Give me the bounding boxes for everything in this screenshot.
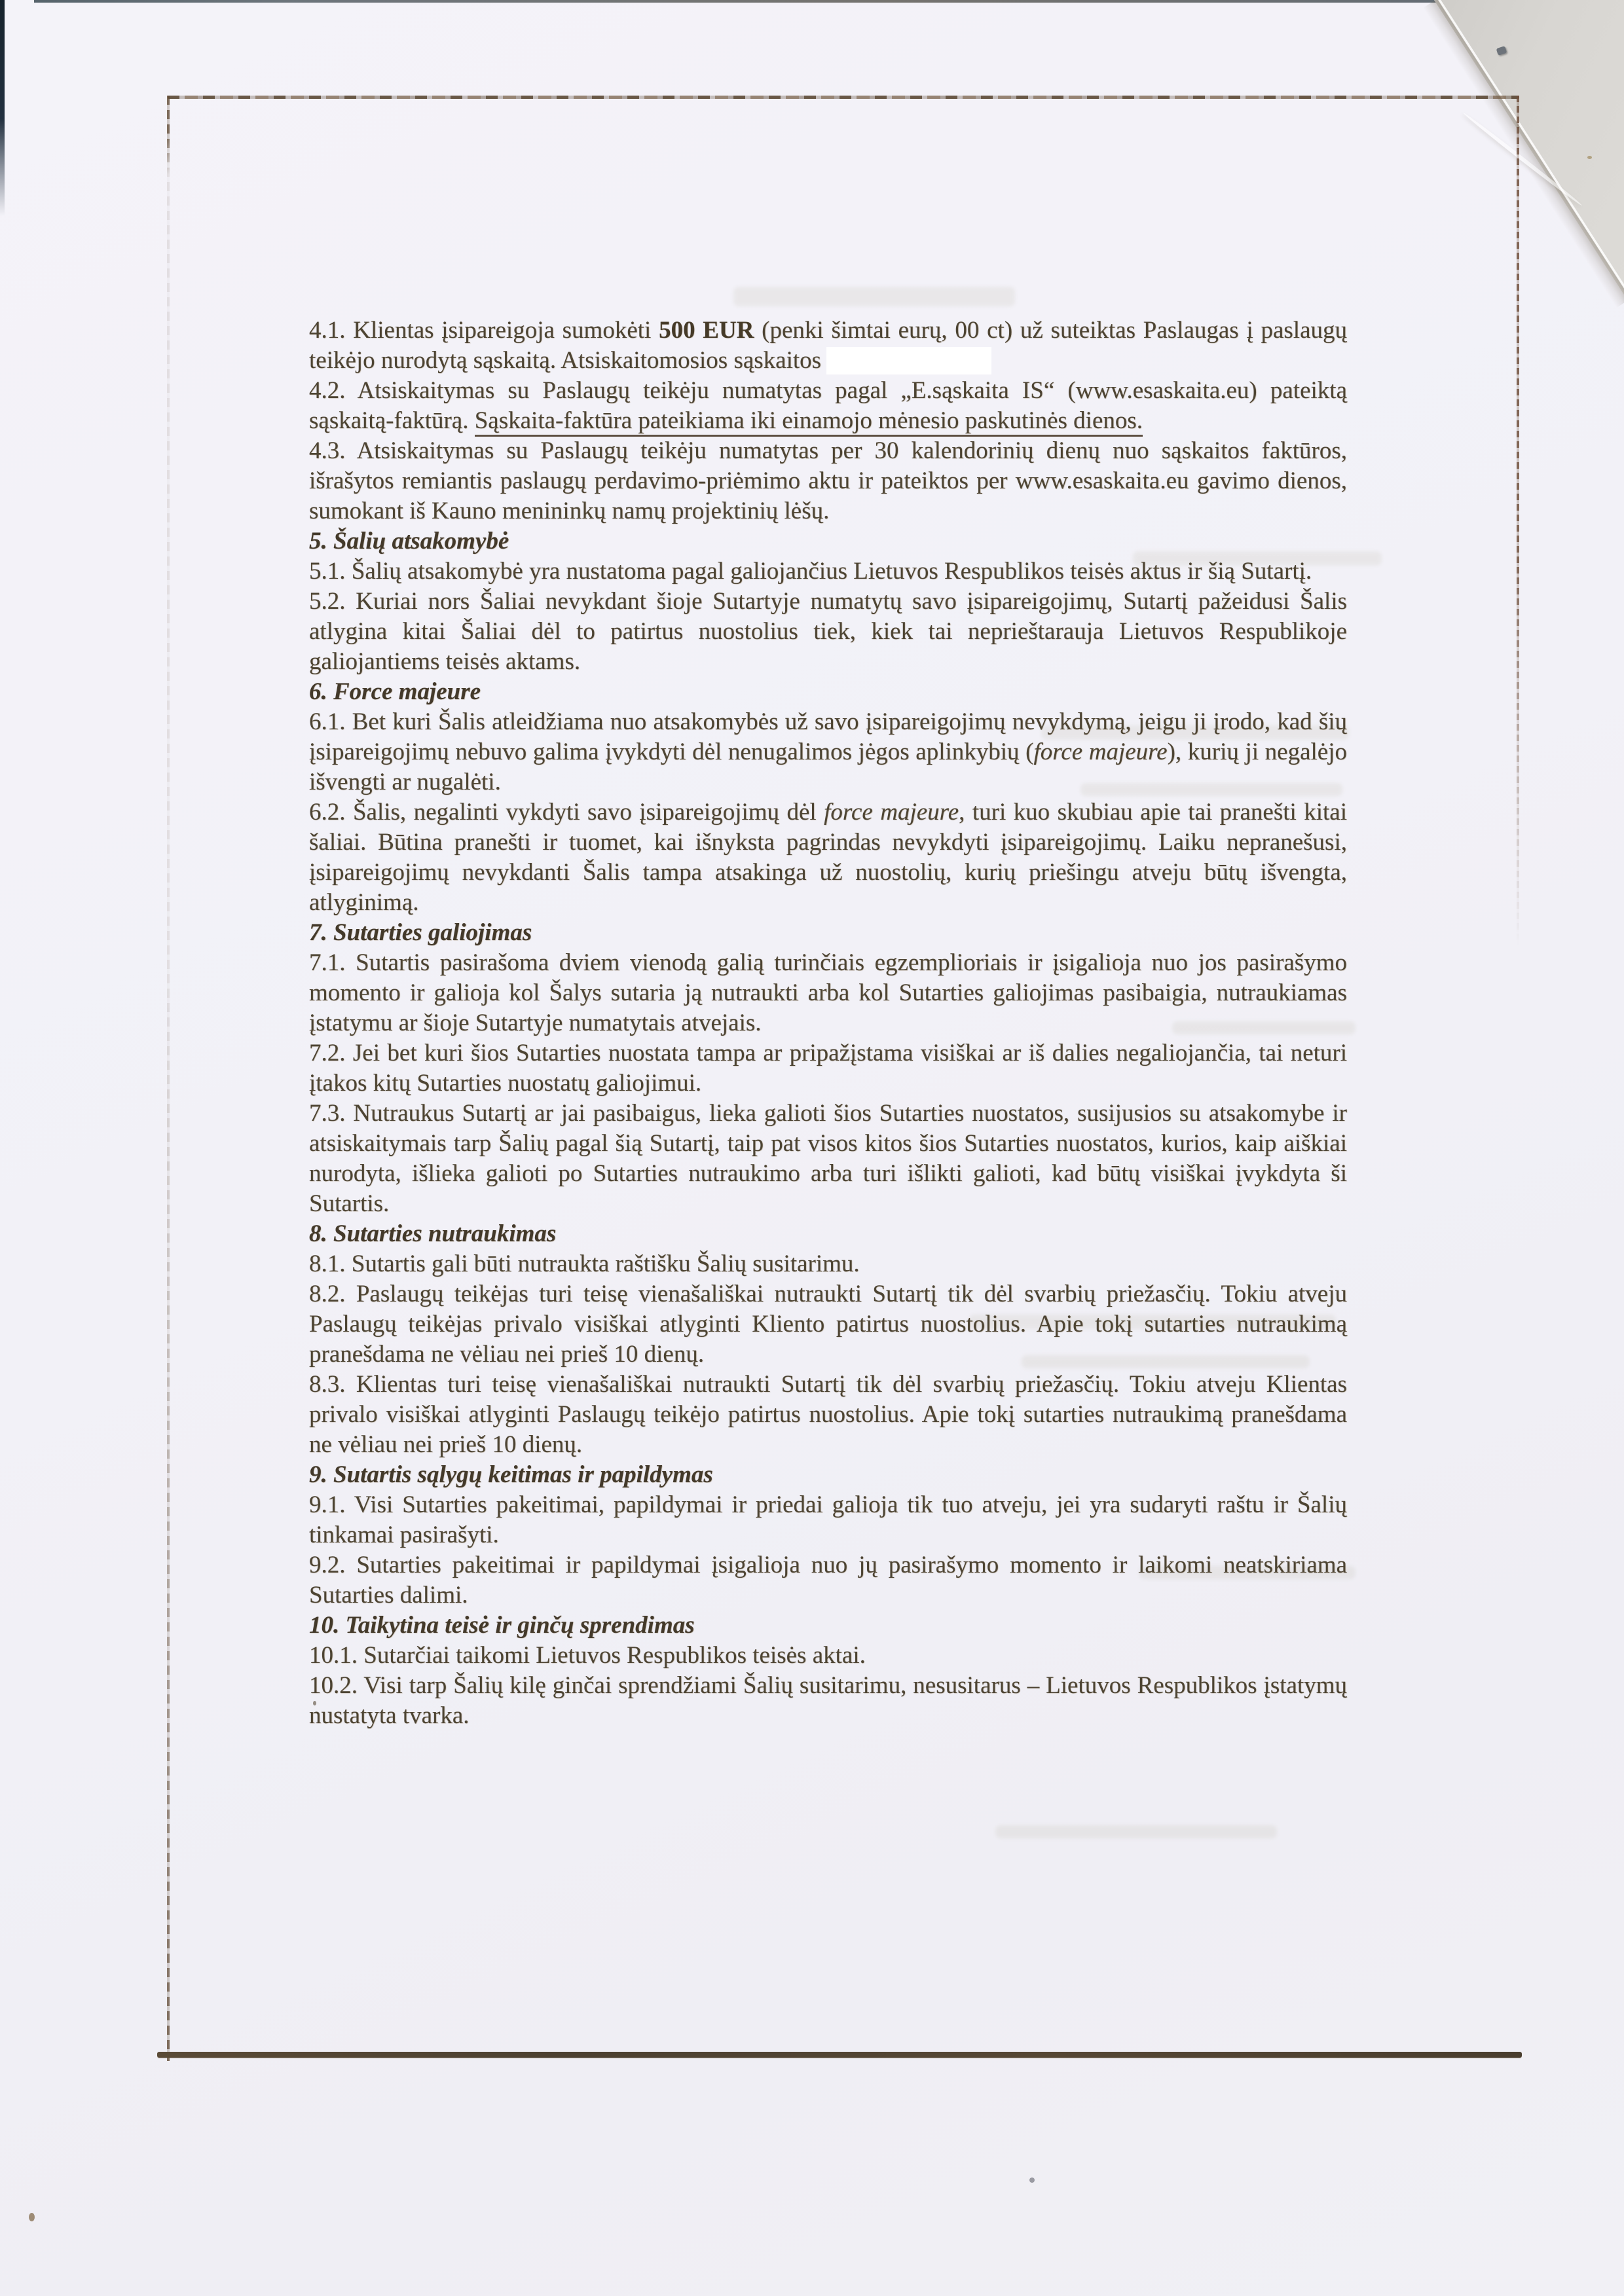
- dust-speck: [1587, 156, 1592, 159]
- clause-9-2: 9.2. Sutarties pakeitimai ir papildymai įsigalioja nuo jų pasirašymo momento ir laikomi neatskiriama Sutarties dalimi.: [309, 1552, 1347, 1609]
- clause-7-1: 7.1. Sutartis pasirašoma dviem vienodą galią turinčiais egzemplioriais ir įsigalioja nuo jos pasirašymo momento ir galioja kol Šalys sutaria ją nutraukti arba kol Sutarties galiojimas pasibaigia, nutraukiamas įstatymu ar šioje Sutartyje numatytais atvejais.: [309, 949, 1347, 1036]
- section-heading-8: 8. Sutarties nutraukimas: [309, 1220, 557, 1247]
- dust-speck: [1029, 2178, 1035, 2183]
- redacted-account-number: [826, 347, 991, 374]
- clause-7-2: 7.2. Jei bet kuri šios Sutarties nuostata tampa ar pripažįstama visiškai ar iš dalies negaliojančia, tai neturi įtakos kitų Sutarties nuostatų galiojimui.: [309, 1040, 1347, 1097]
- clause-4-1-text: 4.1. Klientas įsipareigoja sumokėti: [309, 317, 659, 344]
- bleedthrough-artifact: [995, 1825, 1277, 1838]
- contract-text-block: [309, 316, 1347, 1731]
- section-heading-6: 6. Force majeure: [309, 678, 481, 705]
- section-heading-10: 10. Taikytina teisė ir ginčų sprendimas: [309, 1612, 695, 1639]
- frame-line-left: [167, 96, 170, 2061]
- section-heading-5: 5. Šalių atsakomybė: [309, 528, 509, 555]
- clause-6-2: [309, 797, 1347, 918]
- clause-4-2: [309, 376, 1347, 436]
- clause-10-1: 10.1. Sutarčiai taikomi Lietuvos Respublikos teisės aktai.: [309, 1642, 866, 1669]
- frame-line-top: [168, 96, 1519, 99]
- clause-8-2: 8.2. Paslaugų teikėjas turi teisę vienašališkai nutraukti Sutartį tik dėl svarbių priežasčių. Tokiu atveju Paslaugų teikėjas privalo visiškai atlyginti Kliento patirtus nuostolius. Apie tokį sutarties nutraukimą pranešdama ne vėliau nei prieš 10 dienų.: [309, 1281, 1347, 1368]
- section-heading-9: 9. Sutartis sąlygų keitimas ir papildymas: [309, 1461, 713, 1488]
- clause-6-2-text-cont: , turi kuo skubiau apie tai pranešti kitai šaliai. Būtina pranešti ir tuomet, kai išnyksta pagrindas nevykdyti įsipareigojimų. Laiku nepranešusi, įsipareigojimų nevykdanti Šalis tampa atsakinga už nuostolių, kurių priešingu atveju būtų išvengta, atlyginimą.: [309, 799, 1348, 916]
- clause-6-2-italic-term: force majeure: [824, 799, 959, 826]
- clause-6-2-text: 6.2. Šalis, negalinti vykdyti savo įsipareigojimų dėl: [309, 799, 824, 826]
- dust-speck: [29, 2213, 35, 2221]
- clause-10-2: 10.2. Visi tarp Šalių kilę ginčai sprendžiami Šalių susitarimu, nesusitarus – Lietuvos Respublikos įstatymų nustatyta tvarka.: [309, 1672, 1347, 1729]
- clause-4-1: [309, 316, 1347, 376]
- clause-4-2-underlined-text: Sąskaita-faktūra pateikiama iki einamojo mėnesio paskutinės dienos.: [475, 407, 1143, 437]
- clause-8-1: 8.1. Sutartis gali būti nutraukta raštišku Šalių susitarimu.: [309, 1250, 860, 1277]
- clause-4-1-text-cont: (penki šimtai eurų, 00 ct) už suteiktas Paslaugas į paslaugų teikėjo nurodytą sąskaitą. Atsiskaitomosios sąskaitos: [309, 317, 1347, 374]
- bleedthrough-artifact: [733, 287, 1015, 306]
- clause-7-3: 7.3. Nutraukus Sutartį ar jai pasibaigus, lieka galioti šios Sutarties nuostatos, susijusios su atsakomybe ir atsiskaitymais tarp Šalių pagal šią Sutartį, taip pat visos kitos šios Sutarties nuostatos, kurios, kaip aiškiai nurodyta, išlieka galioti po Sutarties nutraukimo arba turi išlikti galioti, kad būtų visiškai įvykdyta ši Sutartis.: [309, 1100, 1347, 1217]
- contract-amount: 500 EUR: [659, 317, 754, 344]
- section-heading-7: 7. Sutarties galiojimas: [309, 919, 532, 946]
- scan-edge-artifact-left: [0, 0, 5, 216]
- clause-6-1-text: 6.1. Bet kuri Šalis atleidžiama nuo atsakomybės už savo įsipareigojimų nevykdymą, jeigu ji įrodo, kad šių įsipareigojimų nebuvo galima įvykdyti dėl nenugalimos jėgos aplinkybių (: [309, 708, 1347, 765]
- clause-6-1-text-cont: ), kurių ji negalėjo išvengti ar nugalėti.: [309, 738, 1347, 795]
- clause-9-1: 9.1. Visi Sutarties pakeitimai, papildymai ir priedai galioja tik tuo atveju, jei yra sudaryti raštu ir Šalių tinkamai pasirašyti.: [309, 1491, 1347, 1548]
- clause-4-3: 4.3. Atsiskaitymas su Paslaugų teikėju numatytas per 30 kalendorinių dienų nuo sąskaitos faktūros, išrašytos remiantis paslaugų perdavimo-priėmimo aktu ir pateiktos per www.esaskaita.eu gavimo dienos, sumokant iš Kauno menininkų namų projektinių lėšų.: [309, 437, 1347, 524]
- clause-4-2-text: 4.2. Atsiskaitymas su Paslaugų teikėju numatytas pagal „E.sąskaita IS“ (www.esaskaita.eu) pateiktą sąskaitą-faktūrą.: [309, 377, 1347, 434]
- scan-edge-artifact-top: [34, 0, 1465, 3]
- clause-8-3: 8.3. Klientas turi teisę vienašališkai nutraukti Sutartį tik dėl svarbių priežasčių. Tokiu atveju Klientas privalo visiškai atlyginti Paslaugų teikėjo patirtus nuostolius. Apie tokį sutarties nutraukimą pranešdama ne vėliau nei prieš 10 dienų.: [309, 1371, 1347, 1458]
- clause-6-1: [309, 707, 1347, 797]
- clause-5-2: 5.2. Kuriai nors Šaliai nevykdant šioje Sutartyje numatytų savo įsipareigojimų, Sutartį pažeidusi Šalis atlygina kitai Šaliai dėl to patirtus nuostolius tiek, kiek tai neprieštarauja Lietuvos Respublikoje galiojantiems teisės aktams.: [309, 588, 1347, 675]
- clause-6-1-italic-term: force majeure: [1033, 738, 1168, 765]
- frame-line-bottom: [157, 2052, 1522, 2058]
- frame-line-right: [1517, 96, 1519, 947]
- clause-5-1: 5.1. Šalių atsakomybė yra nustatoma pagal galiojančius Lietuvos Respublikos teisės aktus ir šią Sutartį.: [309, 558, 1312, 585]
